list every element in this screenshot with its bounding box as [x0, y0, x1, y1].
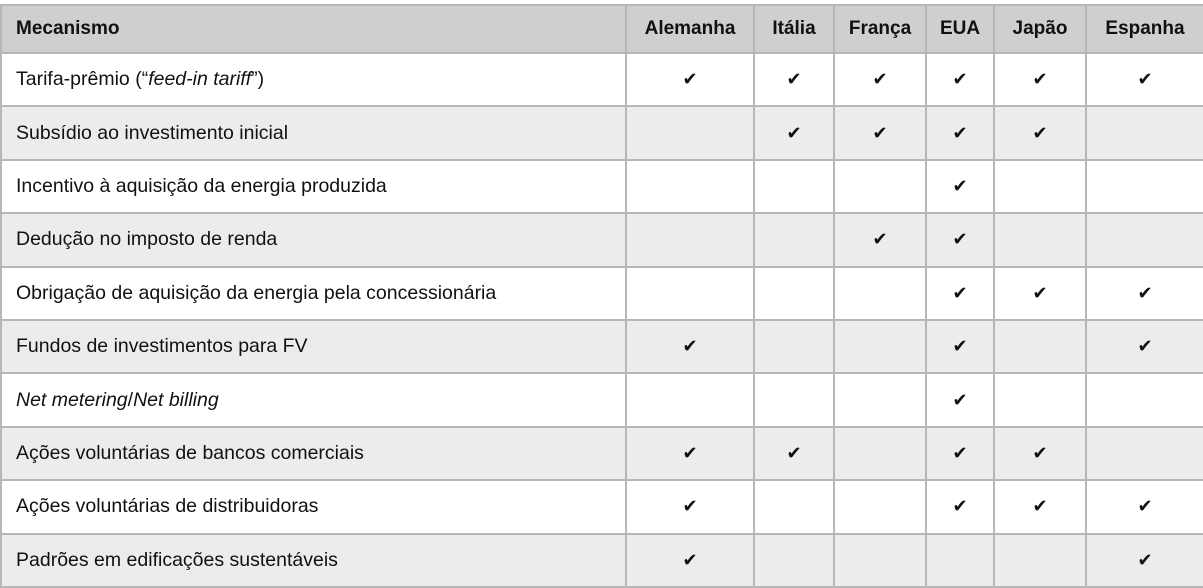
- mechanism-text: ”): [251, 68, 265, 91]
- country-cell: [926, 427, 994, 480]
- mechanism-text: Obrigação de aquisição da energia pela concessionária: [16, 281, 497, 304]
- country-cell: [834, 213, 926, 266]
- country-cell: [926, 53, 994, 106]
- country-cell: [834, 160, 926, 213]
- country-cell: [1086, 160, 1203, 213]
- country-cell: [626, 53, 754, 106]
- check-icon: ✔: [1032, 69, 1048, 91]
- mechanism-cell: [1, 534, 626, 587]
- country-cell: [1086, 534, 1203, 587]
- check-icon: ✔: [952, 175, 968, 197]
- country-cell: [626, 534, 754, 587]
- check-icon: ✔: [952, 282, 968, 304]
- mechanism-text: feed-in tariff: [148, 68, 252, 91]
- table-row: [1, 427, 1203, 480]
- country-cell: [834, 534, 926, 587]
- check-icon: ✔: [682, 496, 698, 518]
- country-cell: [754, 53, 834, 106]
- header-row: [1, 5, 1203, 53]
- country-cell: [926, 213, 994, 266]
- country-cell: [994, 534, 1086, 587]
- table-row: [1, 160, 1203, 213]
- check-icon: ✔: [872, 69, 888, 91]
- check-icon: ✔: [786, 442, 802, 464]
- table-row: [1, 53, 1203, 106]
- mechanism-text: Net billing: [133, 388, 219, 411]
- check-icon: ✔: [786, 69, 802, 91]
- country-cell: [994, 106, 1086, 159]
- check-icon: ✔: [1137, 549, 1153, 571]
- country-cell: [626, 427, 754, 480]
- country-cell: [834, 267, 926, 320]
- mechanism-text: Padrões em edificações sustentáveis: [16, 548, 338, 571]
- country-cell: [994, 427, 1086, 480]
- check-icon: ✔: [682, 336, 698, 358]
- check-icon: ✔: [952, 389, 968, 411]
- country-cell: [834, 106, 926, 159]
- column-header-country: EUA: [926, 5, 994, 53]
- country-cell: [926, 480, 994, 533]
- table-header: [1, 5, 1203, 53]
- column-header-country: França: [834, 5, 926, 53]
- country-cell: [626, 106, 754, 159]
- mechanism-cell: [1, 320, 626, 373]
- check-icon: ✔: [1032, 282, 1048, 304]
- country-cell: [994, 267, 1086, 320]
- country-cell: [1086, 480, 1203, 533]
- country-cell: [754, 267, 834, 320]
- table-body: [1, 53, 1203, 587]
- table-row: [1, 480, 1203, 533]
- country-cell: [1086, 53, 1203, 106]
- column-header-country: Espanha: [1086, 5, 1203, 53]
- mechanism-text: Dedução no imposto de renda: [16, 228, 278, 251]
- check-icon: ✔: [1032, 122, 1048, 144]
- country-cell: [1086, 320, 1203, 373]
- country-cell: [754, 373, 834, 426]
- mechanism-cell: [1, 427, 626, 480]
- check-icon: ✔: [952, 336, 968, 358]
- check-icon: ✔: [786, 122, 802, 144]
- check-icon: ✔: [952, 69, 968, 91]
- column-header-country: Japão: [994, 5, 1086, 53]
- check-icon: ✔: [952, 122, 968, 144]
- check-icon: ✔: [682, 549, 698, 571]
- country-cell: [834, 480, 926, 533]
- mechanism-cell: [1, 106, 626, 159]
- check-icon: ✔: [952, 229, 968, 251]
- country-cell: [994, 53, 1086, 106]
- country-cell: [1086, 213, 1203, 266]
- country-cell: [754, 480, 834, 533]
- mechanism-text: Incentivo à aquisição da energia produzida: [16, 174, 387, 197]
- mechanism-text: Subsídio ao investimento inicial: [16, 121, 289, 144]
- mechanisms-table-container: [0, 4, 1203, 586]
- table-row: [1, 106, 1203, 159]
- table-row: [1, 320, 1203, 373]
- country-cell: [754, 427, 834, 480]
- country-cell: [834, 427, 926, 480]
- country-cell: [1086, 267, 1203, 320]
- mechanism-cell: [1, 213, 626, 266]
- country-cell: [834, 53, 926, 106]
- country-cell: [626, 480, 754, 533]
- check-icon: ✔: [872, 122, 888, 144]
- country-cell: [626, 160, 754, 213]
- country-cell: [994, 480, 1086, 533]
- mechanism-cell: [1, 373, 626, 426]
- country-cell: [994, 373, 1086, 426]
- country-cell: [834, 320, 926, 373]
- country-cell: [926, 320, 994, 373]
- country-cell: [834, 373, 926, 426]
- mechanism-cell: [1, 480, 626, 533]
- country-cell: [1086, 373, 1203, 426]
- mechanism-cell: [1, 160, 626, 213]
- table-row: [1, 373, 1203, 426]
- table-row: [1, 267, 1203, 320]
- mechanism-cell: [1, 53, 626, 106]
- check-icon: ✔: [1137, 496, 1153, 518]
- country-cell: [1086, 106, 1203, 159]
- country-cell: [926, 267, 994, 320]
- check-icon: ✔: [1137, 69, 1153, 91]
- country-cell: [926, 106, 994, 159]
- country-cell: [754, 320, 834, 373]
- country-cell: [994, 320, 1086, 373]
- country-cell: [626, 373, 754, 426]
- check-icon: ✔: [1137, 282, 1153, 304]
- check-icon: ✔: [872, 229, 888, 251]
- check-icon: ✔: [682, 69, 698, 91]
- column-header-mechanism: Mecanismo: [1, 5, 626, 53]
- country-cell: [994, 160, 1086, 213]
- mechanisms-table: [0, 4, 1203, 588]
- table-row: [1, 534, 1203, 587]
- mechanism-cell: [1, 267, 626, 320]
- mechanism-text: Net metering: [16, 388, 128, 411]
- check-icon: ✔: [1137, 336, 1153, 358]
- country-cell: [626, 267, 754, 320]
- country-cell: [754, 106, 834, 159]
- mechanism-text: Fundos de investimentos para FV: [16, 335, 308, 358]
- mechanism-text: Tarifa-prêmio (“: [16, 68, 149, 91]
- country-cell: [1086, 427, 1203, 480]
- check-icon: ✔: [682, 442, 698, 464]
- country-cell: [926, 534, 994, 587]
- country-cell: [754, 534, 834, 587]
- check-icon: ✔: [952, 442, 968, 464]
- column-header-country: Itália: [754, 5, 834, 53]
- column-header-country: Alemanha: [626, 5, 754, 53]
- mechanism-text: Ações voluntárias de distribuidoras: [16, 495, 319, 518]
- country-cell: [994, 213, 1086, 266]
- country-cell: [754, 160, 834, 213]
- mechanism-text: /: [127, 388, 134, 411]
- country-cell: [754, 213, 834, 266]
- country-cell: [926, 373, 994, 426]
- country-cell: [626, 320, 754, 373]
- table-row: [1, 213, 1203, 266]
- check-icon: ✔: [1032, 496, 1048, 518]
- country-cell: [626, 213, 754, 266]
- check-icon: ✔: [952, 496, 968, 518]
- mechanism-text: Ações voluntárias de bancos comerciais: [16, 441, 364, 464]
- check-icon: ✔: [1032, 442, 1048, 464]
- country-cell: [926, 160, 994, 213]
